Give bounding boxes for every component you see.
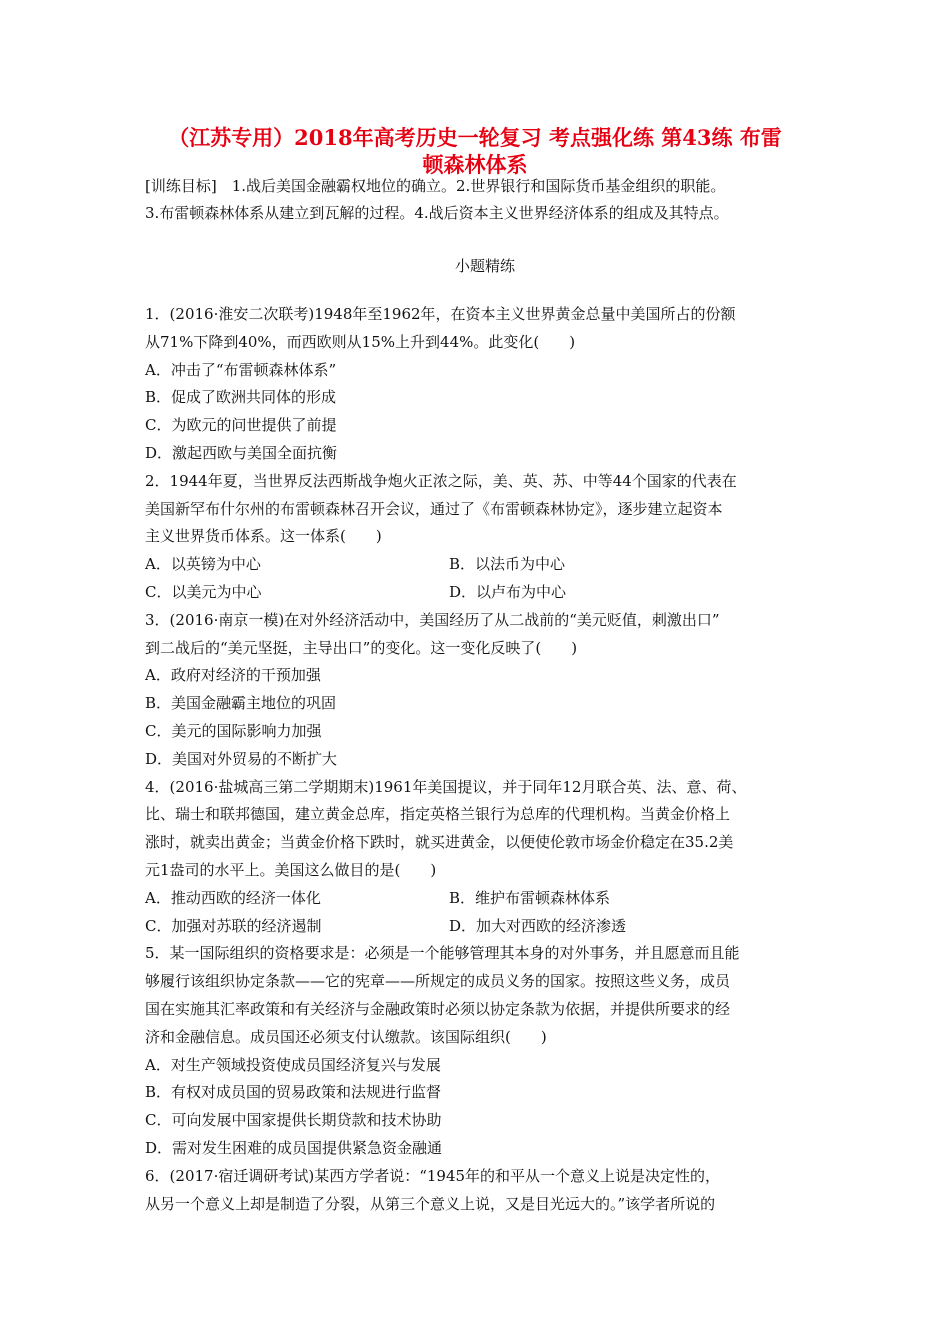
- title-line: 顿森林体系: [422, 152, 528, 177]
- question-stem: 到二战后的“美元坚挺，主导出口”的变化。这一变化反映了( ): [145, 638, 578, 657]
- option-b: B．美国金融霸主地位的巩固: [145, 694, 337, 713]
- option-a: A．推动西欧的经济一体化: [145, 888, 321, 907]
- question-stem: 元1盎司的水平上。美国这么做目的是( ): [145, 860, 437, 879]
- question-5: [145, 940, 825, 1162]
- question-stem: 5．某一国际组织的资格要求是：必须是一个能够管理其本身的对外事务，并且愿意而且能: [145, 944, 740, 963]
- question-stem: 从另一个意义上却是制造了分裂，从第三个意义上说，又是目光远大的。”该学者所说的: [145, 1194, 716, 1213]
- option-d: D．加大对西欧的经济渗透: [449, 916, 627, 935]
- option-d: D．激起西欧与美国全面抗衡: [145, 443, 338, 462]
- question-stem: 国在实施其汇率政策和有关经济与金融政策时必须以协定条款为依据，并提供所要求的经: [145, 999, 731, 1018]
- question-stem: 3．(2016·南京一模)在对外经济活动中，美国经历了从二战前的“美元贬值，刺激出口”: [145, 610, 720, 629]
- question-stem: 主义世界货币体系。这一体系( ): [145, 527, 382, 546]
- document-title: [130, 124, 820, 178]
- question-stem: 6．(2017·宿迁调研考试)某西方学者说：“1945年的和平从一个意义上说是决定性的，: [145, 1166, 721, 1185]
- section-heading: 小题精练: [454, 257, 515, 275]
- title-line: （江苏专用）2018年高考历史一轮复习 考点强化练 第43练 布雷: [168, 125, 782, 150]
- training-targets: [145, 173, 825, 227]
- option-b: B．维护布雷顿森林体系: [449, 888, 611, 907]
- option-c: C．为欧元的问世提供了前提: [145, 416, 337, 435]
- question-1: [145, 301, 825, 468]
- option-a: A．对生产领域投资使成员国经济复兴与发展: [145, 1055, 441, 1074]
- option-row: [145, 885, 825, 913]
- option-b: B．有权对成员国的贸易政策和法规进行监督: [145, 1083, 442, 1102]
- question-stem: 比、瑞士和联邦德国，建立黄金总库，指定英格兰银行为总库的代理机构。当黄金价格上: [145, 805, 731, 824]
- option-a: A．以英镑为中心: [145, 555, 261, 574]
- option-d: D．以卢布为中心: [449, 582, 567, 601]
- option-c: C．加强对苏联的经济遏制: [145, 916, 322, 935]
- target-line: 3.布雷顿森林体系从建立到瓦解的过程。4.战后资本主义世界经济体系的组成及其特点。: [145, 204, 729, 222]
- option-a: A．政府对经济的干预加强: [145, 666, 321, 685]
- question-6: [145, 1163, 825, 1219]
- question-stem: 涨时，就卖出黄金；当黄金价格下跌时，就买进黄金，以便使伦敦市场金价稳定在35.2美: [145, 833, 734, 852]
- option-b: B．促成了欧洲共同体的形成: [145, 388, 337, 407]
- option-b: B．以法币为中心: [449, 555, 566, 574]
- question-stem: 4．(2016·盐城高三第二学期期末)1961年美国提议，并于同年12月联合英、法、意、荷、: [145, 777, 747, 796]
- option-row: [145, 551, 825, 579]
- question-4: [145, 774, 825, 941]
- target-line: [训练目标] 1.战后美国金融霸权地位的确立。2.世界银行和国际货币基金组织的职能。: [145, 177, 726, 195]
- question-stem: 从71%下降到40%，而西欧则从15%上升到44%。此变化( ): [145, 332, 576, 351]
- option-row: [145, 579, 825, 607]
- option-c: C．以美元为中心: [145, 582, 262, 601]
- option-c: C．美元的国际影响力加强: [145, 721, 322, 740]
- question-stem: 2．1944年夏，当世界反法西斯战争炮火正浓之际，美、英、苏、中等44个国家的代表在: [145, 471, 737, 490]
- option-d: D．需对发生困难的成员国提供紧急资金融通: [145, 1138, 443, 1157]
- option-c: C．可向发展中国家提供长期贷款和技术协助: [145, 1111, 442, 1130]
- question-stem: 美国新罕布什尔州的布雷顿森林召开会议，通过了《布雷顿森林协定》，逐步建立起资本: [145, 499, 723, 518]
- question-2: [145, 468, 825, 607]
- question-stem: 1．(2016·淮安二次联考)1948年至1962年，在资本主义世界黄金总量中美国所占的份额: [145, 305, 736, 323]
- question-3: [145, 607, 825, 774]
- question-stem: 济和金融信息。成员国还必须支付认缴款。该国际组织( ): [145, 1027, 547, 1046]
- question-list: [145, 301, 825, 1218]
- option-a: A．冲击了“布雷顿森林体系”: [145, 360, 337, 379]
- question-stem: 够履行该组织协定条款——它的宪章——所规定的成员义务的国家。按照这些义务，成员: [145, 972, 731, 991]
- option-row: [145, 913, 825, 941]
- option-d: D．美国对外贸易的不断扩大: [145, 749, 338, 768]
